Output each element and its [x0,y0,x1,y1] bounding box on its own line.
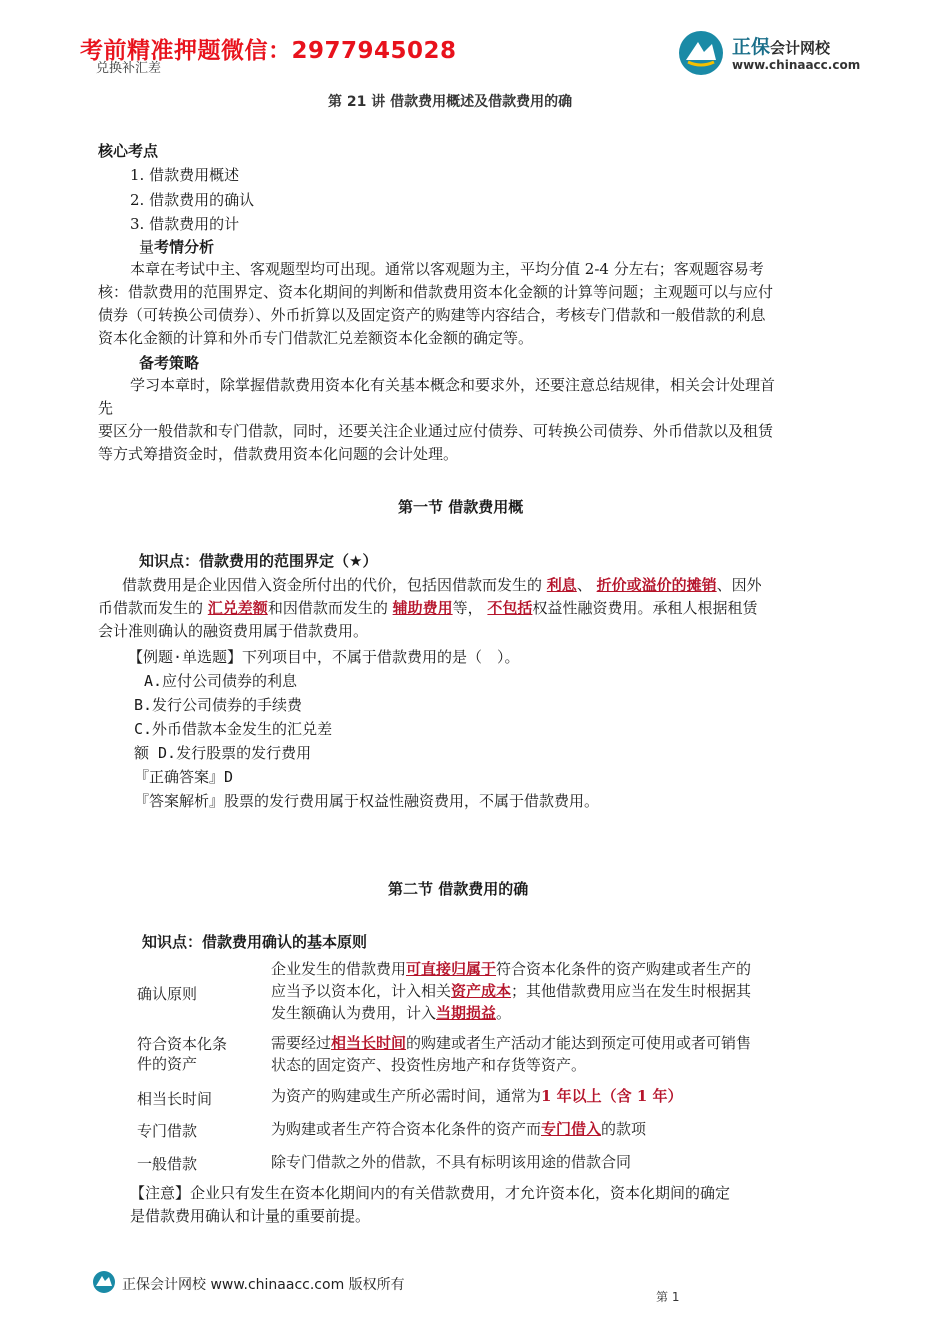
kp1-highlight-auxiliary: 辅助费用 [392,599,453,617]
row1-l2-b: ；其他借款费用应当在发生时根据其 [511,982,752,1000]
row2-l1-a: 需要经过 [271,1034,332,1052]
page-number: 第 1 [656,1290,680,1304]
analysis-line-4: 资本化金额的计算和外币专门借款汇兑差额资本化金额的确定等。 [98,329,534,347]
row4-text-a: 为购建或者生产符合资本化条件的资产而 [271,1120,542,1138]
page-number-clip [656,1286,680,1304]
strategy-line-2: 先 [98,399,114,417]
section2-title-clipped [388,876,529,898]
row1-l1-a: 企业发生的借款费用 [271,960,407,978]
kp1-highlight-exclude: 不包括 [487,599,533,617]
row3-label-clip [137,1088,213,1108]
analysis-line-2: 核：借款费用的范围界定、资本化期间的判断和借款费用资本化金额的计算等问题；主观题可以与应付 [98,283,774,301]
row1-highlight-cost: 资产成本 [451,982,512,1000]
logo-emblem-icon [678,30,724,76]
row3-content [271,1085,831,1105]
row1-highlight-direct: 可直接归属于 [406,960,497,978]
section1-title: 第一节 借款费用概 [398,498,524,516]
page-footer [92,1270,422,1298]
strategy-title: 备考策略 [139,354,200,372]
analysis-paragraph [98,258,858,350]
kp1-highlight-exchange: 汇兑差额 [207,599,268,617]
top-clipped-heading [328,88,573,110]
row2-l1-b: 的购建或者生产活动才能达到预定可使用或者可销售 [406,1034,752,1052]
row4-label-clip [137,1120,198,1140]
strategy-line-1: 学习本章时，除掌握借款费用资本化有关基本概念和要求外，还要注意总结规律，相关会计处理首 [130,376,776,394]
kp1-line-3: 会计准则确认的融资费用属于借款费用。 [98,622,369,640]
row5-label-clip [137,1153,198,1173]
row5-text: 除专门借款之外的借款，不具有标明该用途的借款合同 [271,1153,632,1171]
row2-line-1 [271,1032,831,1054]
kp1-title: 知识点：借款费用的范围界定（★） [139,552,378,570]
row1-l1-b: 符合资本化条件的资产购建或者生产的 [496,960,752,978]
row4-label: 专门借款 [137,1122,198,1140]
footer-copyright: 正保会计网校 www.chinaacc.com 版权所有 [122,1277,405,1293]
section2-title: 第二节 借款费用的确 [388,880,529,898]
row1-l2-a: 应当予以资本化，计入相关 [271,982,452,1000]
kp1-line-2 [98,597,858,620]
kp1-l2-text-d: 权益性融资费用。承租人根据租赁 [532,599,758,617]
kp1-l1-text-c: 、因外 [716,576,762,594]
row3-highlight-one-year: 1 年以上（含 1 年） [541,1087,683,1105]
row3-label: 相当长时间 [137,1090,213,1108]
logo-url: www.chinaacc.com [732,58,861,72]
kp1-l1-text-a: 借款费用是企业因借入资金所付出的代价，包括因借款而发生的 [122,576,543,594]
analysis-line-1: 本章在考试中主、客观题型均可出现。通常以客观题为主，平均分值 2-4 分左右；客观题容易考 [130,260,764,278]
row5-label: 一般借款 [137,1155,198,1173]
row1-line-2 [271,980,831,1002]
strategy-line-3: 要区分一般借款和专门借款，同时，还要关注企业通过应付债券、可转换公司债券、外币借款以及租赁 [98,422,774,440]
note-line-1: 【注意】企业只有发生在资本化期间内的有关借款费用，才允许资本化，资本化期间的确定 [130,1184,731,1202]
left-clipped-fragment [96,56,162,76]
promo-banner: 考前精准押题微信：2977945028 [80,38,457,64]
logo-name [732,32,830,59]
core-item-3: 3. 借款费用的计 [130,215,240,233]
core-item-2: 2. 借款费用的确认 [130,191,255,209]
row1-l3-a: 发生额确认为费用，计入 [271,1004,437,1022]
example-question: 【例题·单选题】下列项目中，不属于借款费用的是（ ）。 [128,648,520,666]
option-d: 额 D.发行股票的发行费用 [134,744,312,762]
kp1-highlight-amortization: 折价或溢价的摊销 [596,576,717,594]
row3-text: 为资产的购建或生产所必需时间，通常为 [271,1087,542,1105]
row2-label [137,1034,228,1073]
row1-line-1 [271,958,831,980]
kp1-highlight-interest: 利息 [546,576,577,594]
row1-highlight-pnl: 当期损益 [436,1004,497,1022]
option-c: C.外币借款本金发生的汇兑差 [134,720,333,738]
row1-label: 确认原则 [137,985,198,1003]
answer-line: 『正确答案』D [134,768,234,786]
core-title: 核心考点 [98,142,159,160]
row2-label-1: 符合资本化条 [137,1035,228,1053]
kp1-line-1 [98,574,858,597]
row2-line-2-clip [271,1054,831,1074]
row1-line-3 [271,1002,831,1024]
row5-content [271,1151,831,1171]
row2-highlight-long-time: 相当长时间 [331,1034,407,1052]
row1-l3-b: 。 [496,1004,512,1022]
kp1-l1-text-b: 、 [576,576,592,594]
kp1-l2-text-a: 币借款而发生的 [98,599,204,617]
option-a: A.应付公司债券的利息 [144,672,298,690]
row2-label-2-clip [137,1054,227,1073]
analysis-title: 考情分析 [154,238,215,256]
row2-content [271,1032,831,1074]
explanation-line: 『答案解析』股票的发行费用属于权益性融资费用，不属于借款费用。 [134,792,600,810]
row4-text-b: 的款项 [601,1120,647,1138]
option-b: B.发行公司债券的手续费 [134,696,303,714]
brand-logo [678,28,878,80]
strategy-paragraph [98,374,858,443]
core-item-continuation: 量 [139,238,155,256]
top-heading-text: 第 21 讲 借款费用概述及借款费用的确 [328,94,573,110]
row2-line-2: 状态的固定资产、投资性房地产和存货等资产。 [271,1056,587,1074]
kp1-l2-text-b: 和因借款而发生的 [267,599,388,617]
row1-content [271,958,831,1024]
note-line-2-clip [130,1205,830,1225]
row4-highlight-special: 专门借入 [541,1120,602,1138]
note-line-2: 是借款费用确认和计量的重要前提。 [130,1207,371,1225]
section1-title-clipped [398,494,524,516]
note-block [130,1182,830,1225]
example-block [128,645,599,813]
kp1-l2-text-c: 等， [452,599,483,617]
kp2-title-clipped [142,928,368,951]
strategy-line-4: 等方式筹措资金时，借款费用资本化问题的会计处理。 [98,445,459,463]
analysis-line-3: 债券（可转换公司债券）、外币折算以及固定资产的购建等内容结合，考核专门借款和一般借款的利息 [98,306,766,324]
strategy-line-4-clipped [98,443,858,463]
analysis-heading-row [139,236,214,257]
core-item-1: 1. 借款费用概述 [130,166,240,184]
logo-name-sub: 会计网校 [770,39,831,57]
kp2-title: 知识点：借款费用确认的基本原则 [142,933,368,951]
left-fragment-text: 兑换补汇差 [96,61,162,76]
row2-label-2: 件的资产 [137,1055,198,1073]
kp1-paragraph [98,574,858,643]
footer-logo-icon [92,1270,116,1294]
row4-content [271,1118,831,1138]
logo-name-main: 正保 [732,36,771,58]
